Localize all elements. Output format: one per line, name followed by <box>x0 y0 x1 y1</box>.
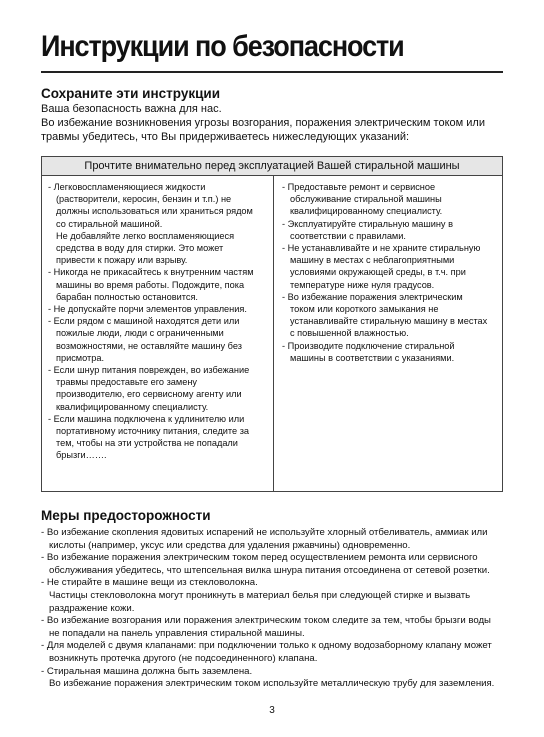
list-item-line: - Если рядом с машиной находятся дети или <box>48 316 240 327</box>
list-item-line: пожилые люди, люди с ограниченными <box>56 328 224 339</box>
list-item-line: присмотра. <box>56 352 105 363</box>
list-item-line: - Если машина подключена к удлинителю или <box>48 413 245 424</box>
list-item-line: устанавливайте стиральную машину в местах <box>290 316 488 327</box>
list-item-line: обслуживания убедитесь, что штепсельная вилка шнура питания отсоединена от сетевой розетки. <box>49 564 490 576</box>
intro-line: Ваша безопасность важна для нас. <box>41 103 222 115</box>
list-item-line: возможностями, не оставляйте машину без <box>56 340 242 351</box>
list-item-line: - Во избежание поражения электрическим <box>282 291 463 302</box>
list-item-line: кислоты (например, уксус или средства для удаления ржавчины) одновременно. <box>49 539 411 551</box>
list-item-line: - Эксплуатируйте стиральную машину в <box>282 218 453 229</box>
list-item-line: со стиральной машиной. <box>56 218 163 229</box>
list-item-line: квалифицированному специалисту. <box>290 206 443 217</box>
list-item-line: обслуживание стиральной машины <box>290 194 442 205</box>
list-item-line: - Если шнур питания поврежден, во избежание <box>48 365 250 376</box>
list-item-line: привести к пожару или взрыву. <box>56 255 188 266</box>
list-item-line: Во избежание поражения электрическим током используйте металлическую трубу для заземления. <box>49 678 495 690</box>
list-item-line: машину в местах с неблагоприятными <box>290 255 455 266</box>
warning-left-column <box>48 181 270 462</box>
list-item <box>48 364 270 413</box>
list-item-line: - Для моделей с двумя клапанами: при подключении только к одному водозаборному клапану может <box>41 640 492 652</box>
list-item-line: брызги……. <box>56 450 107 461</box>
list-item-line: машины в соответствии с указаниями. <box>290 352 455 363</box>
list-item-line: соответствии с правилами. <box>290 230 406 241</box>
warning-box <box>41 156 503 492</box>
list-item <box>48 181 270 266</box>
intro-line: травмы убедитесь, что Вы придерживаетесь нижеследующих указаний: <box>41 131 410 143</box>
list-item <box>48 266 270 303</box>
list-item <box>41 577 511 615</box>
list-item-line: раздражение кожи. <box>49 602 135 614</box>
list-item-line: Частицы стекловолокна могут проникнуть в материал белья при следующей стирке и вызвать <box>49 589 471 601</box>
list-item-line: - Во избежание скопления ядовитых испарений не используйте хлорный отбеливатель, аммиак или <box>41 527 488 538</box>
list-item-line: (растворители, керосин, бензин и т.п.) не <box>56 194 232 205</box>
list-item-line: средства в воду для стирки. Это может <box>56 243 224 254</box>
title-underline <box>41 71 503 73</box>
list-item-line: травмы предоставьте его замену <box>56 377 198 388</box>
list-item-line: - Во избежание поражения электрическим током перед осуществлением ремонта или сервисного <box>41 552 478 564</box>
list-item-line: тем, чтобы на эти устройства не попадали <box>56 438 238 449</box>
list-item-line: - Не устанавливайте и не храните стиральную <box>282 243 481 254</box>
warning-right-column <box>282 181 497 364</box>
list-item-line: с повышенной влажностью. <box>290 328 409 339</box>
list-item <box>48 413 270 462</box>
list-item-line: Не добавляйте легко воспламеняющиеся <box>56 230 235 241</box>
list-item <box>282 291 497 340</box>
list-item <box>41 615 511 640</box>
page-number: 3 <box>269 705 275 716</box>
list-item-line: - Производите подключение стиральной <box>282 340 455 351</box>
list-item-line: - Предоставьте ремонт и сервисное <box>282 182 436 192</box>
list-item <box>48 315 270 364</box>
column-divider <box>273 175 274 491</box>
list-item-line: машины во время работы. Подождите, пока <box>56 279 245 290</box>
list-item <box>282 340 497 364</box>
list-item-line: - Во избежание возгорания или поражения электрическим током следите за тем, чтобы брызги воды <box>41 615 491 627</box>
list-item-line: производителю, его сервисному агенту или <box>56 389 242 400</box>
list-item <box>41 666 511 691</box>
list-item-line: условиями окружающей среды, в т.ч. при <box>290 267 466 278</box>
list-item-line: возникнуть протечка другого (не подсоединенного) клапана. <box>49 652 318 664</box>
section-heading-save-instructions: Сохраните эти инструкции <box>41 86 220 101</box>
list-item-line: - Стиральная машина должна быть заземлена. <box>41 665 253 677</box>
list-item <box>282 218 497 242</box>
list-item <box>48 303 270 315</box>
list-item-line: - Не стирайте в машине вещи из стекловолокна. <box>41 577 258 589</box>
list-item-line: - Не допускайте порчи элементов управления. <box>48 304 247 315</box>
list-item-line: квалифицированному специалисту. <box>56 401 209 412</box>
list-item <box>282 181 497 218</box>
list-item-line: должны использоваться или храниться рядом <box>56 206 253 217</box>
warning-box-header: Прочтите внимательно перед эксплуатацией Вашей стиральной машины <box>42 157 502 176</box>
list-item <box>41 527 511 552</box>
list-item-line: портативному источнику питания, следите за <box>56 426 250 437</box>
section-heading-precautions: Меры предосторожности <box>41 508 211 523</box>
page-title: Инструкции по безопасности <box>41 30 404 63</box>
list-item <box>41 640 511 665</box>
list-item-line: барабан полностью остановится. <box>56 291 198 302</box>
list-item <box>41 552 511 577</box>
list-item-line: - Никогда не прикасайтесь к внутренним частям <box>48 267 254 278</box>
list-item-line: током или короткого замыкания не <box>290 304 439 315</box>
intro-line: Во избежание возникновения угрозы возгорания, поражения электрическим током или <box>41 117 485 129</box>
precautions-list <box>41 527 511 691</box>
list-item-line: не попадали на панель управления стиральной машины. <box>49 627 305 639</box>
list-item <box>282 242 497 291</box>
intro-paragraph <box>41 102 511 144</box>
list-item-line: температуре ниже нуля градусов. <box>290 279 435 290</box>
list-item-line: - Легковоспламеняющиеся жидкости <box>48 182 206 192</box>
